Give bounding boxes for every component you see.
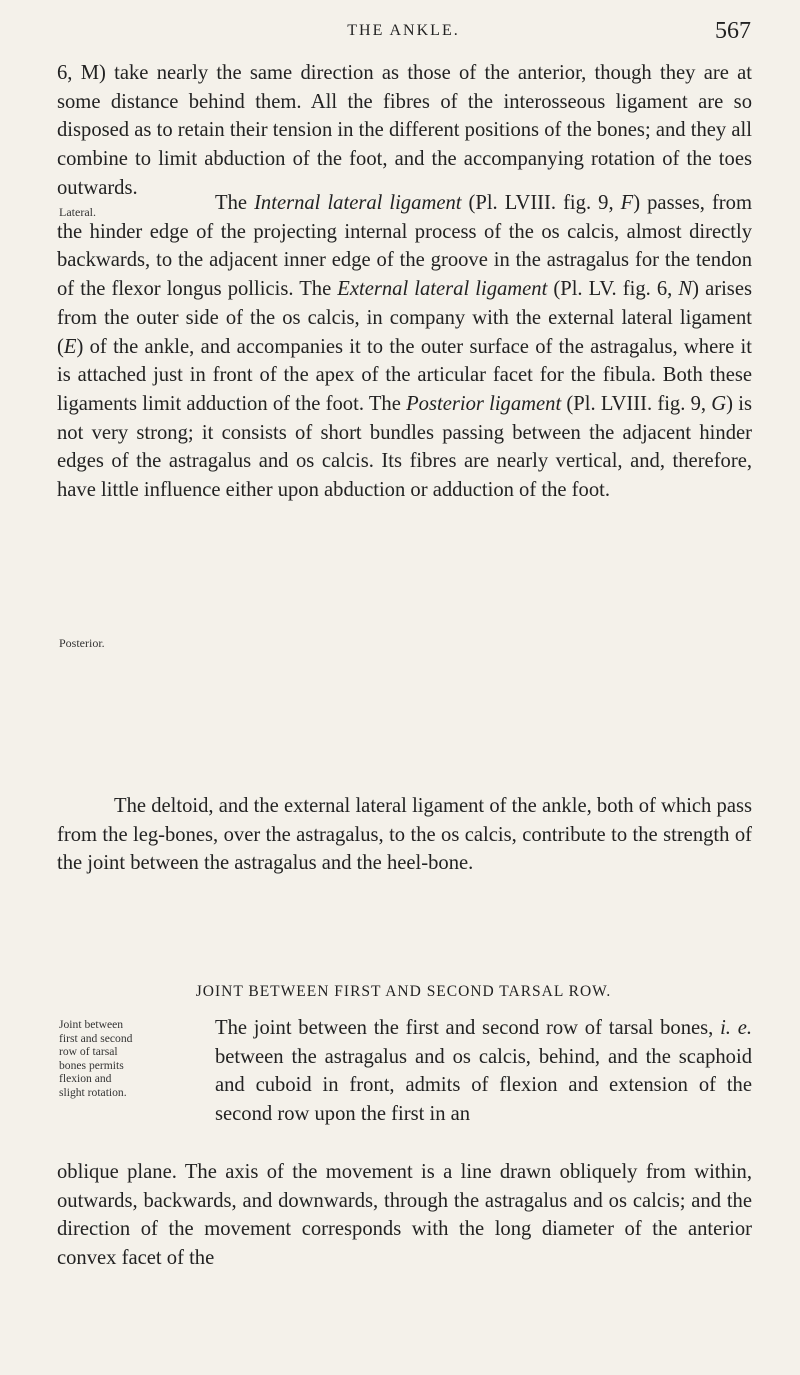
sidenote-line: flexion and <box>59 1072 112 1086</box>
paragraph-tarsal-joint: The joint between the first and second row of tarsal bones, i. e. between the astragalus and os calcis, behind, and the scaphoid and cuboid in front, admits of flexion and extension of the second row upon the first in an <box>215 1017 752 1126</box>
page-number: 567 <box>715 18 751 44</box>
sidenote-line: row of tarsal <box>59 1045 118 1059</box>
paragraph-lateral-ligaments <box>57 189 752 505</box>
sidenote-line: Joint between <box>59 1018 124 1031</box>
running-head <box>56 18 751 48</box>
paragraph-interosseous <box>57 59 752 203</box>
sidenote-line: bones permits <box>59 1058 124 1072</box>
paragraph-text: 6, M) take nearly the same direction as those of the anterior, though they are at some distance behind them. All the fibres of the interosseous ligament are so disposed as to retain their tension in the different positions of the bones; and they all combine to limit abduction of the foot, and the accompanying rotation of the toes outwards. <box>57 62 752 199</box>
running-title: THE ANKLE. <box>347 22 460 39</box>
paragraph-text: The deltoid, and the external lateral ligament of the ankle, both of which pass from the leg-bones, over the astragalus, to the os calcis, contribute to the strength of the joint between the astragalus and the heel-bone. <box>57 795 752 875</box>
sidenote-joint-between-rows <box>59 1018 154 1100</box>
sidenote-line: first and second <box>59 1031 133 1045</box>
sidenote-line: slight rotation. <box>59 1085 127 1099</box>
section-heading: JOINT BETWEEN FIRST AND SECOND TARSAL ROW. <box>195 983 612 1000</box>
paragraph-text: The Internal lateral ligament (Pl. LVIII. fig. 9, F) passes, from the hinder edge of the projecting internal process of the os calcis, almost directly backwards, to the adjacent inner edge of the groove in the astragalus for the tendon of the flexor longus pollicis. The External lateral ligament (Pl. LV. fig. 6, N) arises from the outer side of the os calcis, in company with the external lateral ligament (E) of the ankle, and accompanies it to the outer surface of the astragalus, where it is attached just in front of the apex of the articular facet for the fibula. Both these ligaments limit adduction of the foot. The Posterior ligament (Pl. LVIII. fig. 9, G) is not very strong; it consists of short bundles passing between the adjacent hinder edges of the astragalus and os calcis. Its fibres are nearly vertical, and, therefore, have little influence either upon abduction or adduction of the foot. <box>57 192 752 502</box>
paragraph-tarsal-joint-continued: oblique plane. The axis of the movement is a line drawn obliquely from within, outwards, backwards, and downwards, through the astragalus and os calcis; and the direction of the movement corresponds with the long diameter of the anterior convex facet of the <box>57 1161 752 1270</box>
margin-note-lateral: Lateral. <box>59 205 96 219</box>
paragraph-deltoid <box>57 792 752 878</box>
margin-note-posterior: Posterior. <box>59 636 105 650</box>
